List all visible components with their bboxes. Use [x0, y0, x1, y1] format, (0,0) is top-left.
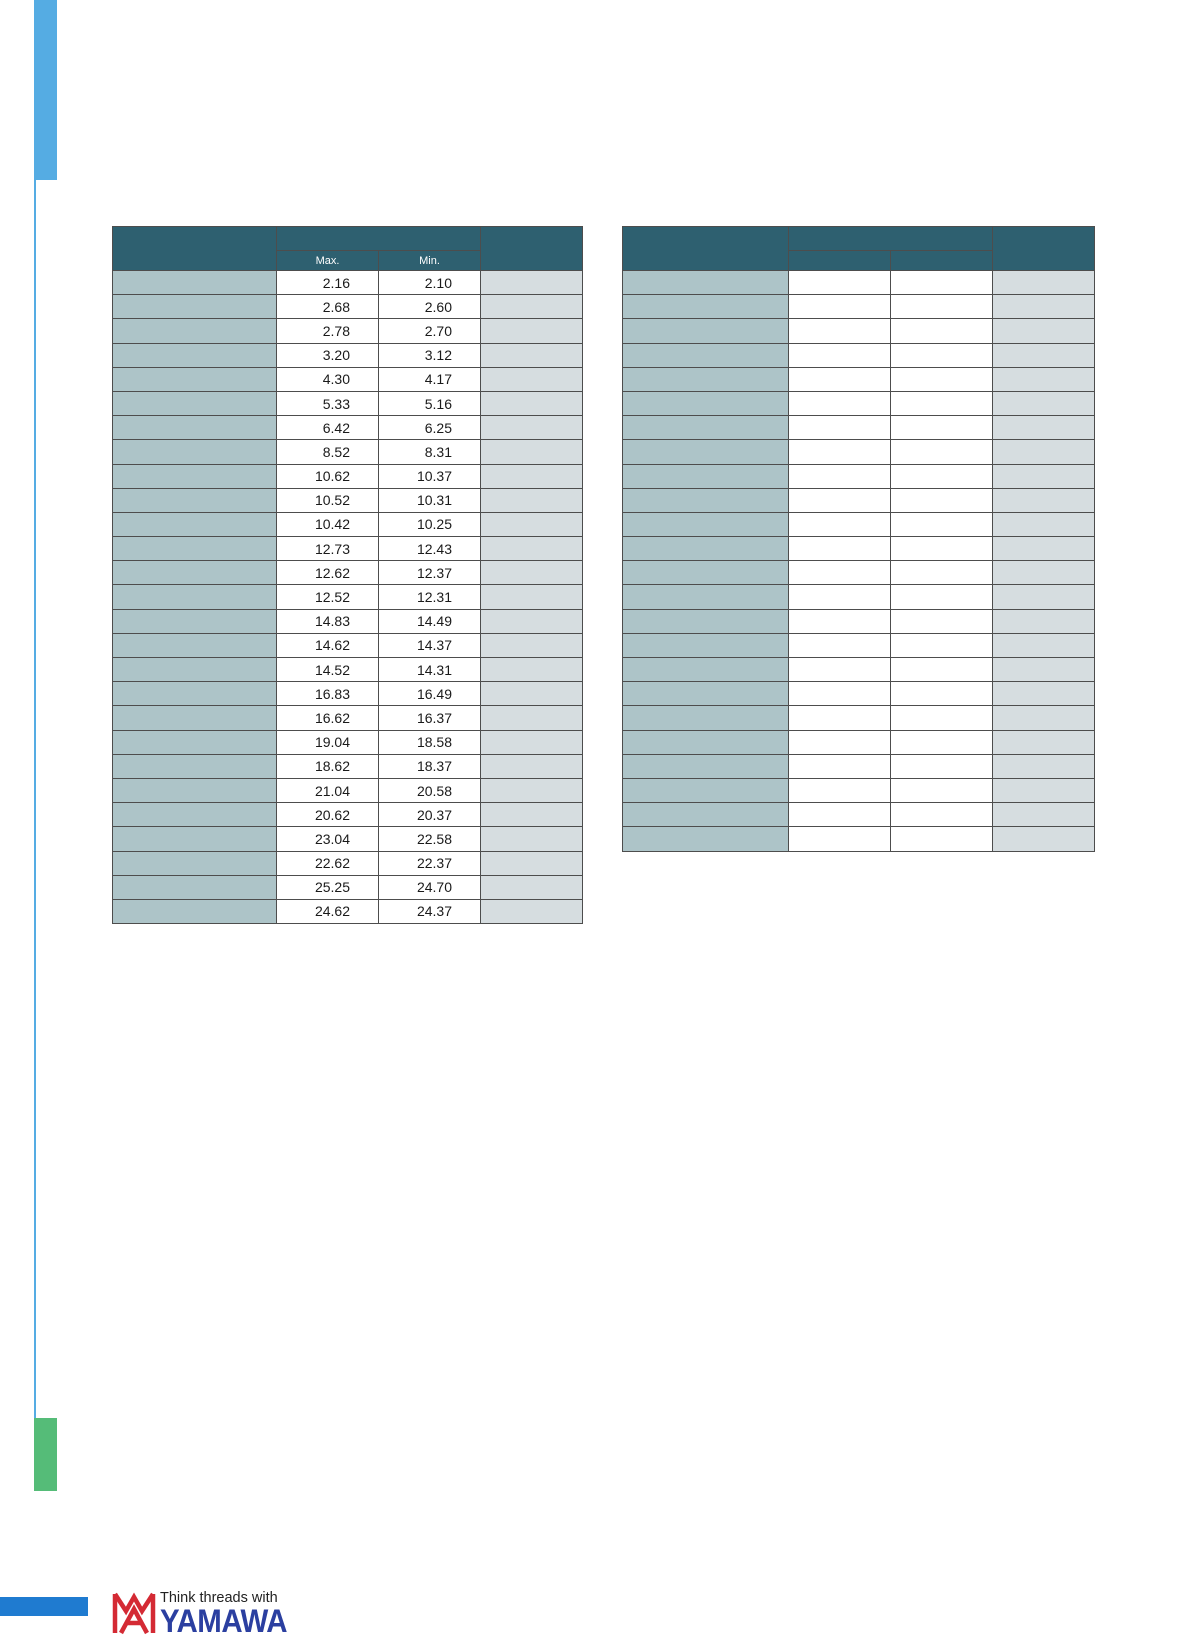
row-label-cell: [623, 440, 789, 464]
min-value-cell: 10.25: [379, 512, 481, 536]
table-row: [113, 440, 583, 464]
row-extra-cell: [481, 778, 583, 802]
row-extra-cell: [481, 343, 583, 367]
max-value-cell: 14.52: [277, 658, 379, 682]
row-extra-cell: [993, 561, 1095, 585]
left-subheader-min: Min.: [379, 251, 481, 271]
row-label-cell: [623, 658, 789, 682]
yamawa-mark-icon: [112, 1591, 156, 1635]
table-row: [623, 271, 1095, 295]
value-cell: [789, 730, 891, 754]
row-label-cell: [623, 416, 789, 440]
value-cell: [789, 367, 891, 391]
table-row: [113, 851, 583, 875]
value-cell: [891, 319, 993, 343]
row-extra-cell: [993, 391, 1095, 415]
value-cell: [891, 609, 993, 633]
table-row: [623, 803, 1095, 827]
row-label-cell: [113, 367, 277, 391]
value-cell: [789, 706, 891, 730]
table-row: [113, 343, 583, 367]
row-label-cell: [623, 464, 789, 488]
table-row: [113, 754, 583, 778]
row-extra-cell: [481, 851, 583, 875]
row-label-cell: [623, 271, 789, 295]
value-cell: [891, 391, 993, 415]
row-extra-cell: [481, 754, 583, 778]
table-row: [113, 295, 583, 319]
row-extra-cell: [993, 488, 1095, 512]
row-extra-cell: [481, 633, 583, 657]
table-row: [623, 488, 1095, 512]
row-extra-cell: [481, 827, 583, 851]
max-value-cell: 8.52: [277, 440, 379, 464]
row-label-cell: [623, 561, 789, 585]
min-value-cell: 16.49: [379, 682, 481, 706]
row-label-cell: [113, 512, 277, 536]
value-cell: [891, 827, 993, 851]
left-subheader-max: Max.: [277, 251, 379, 271]
value-cell: [891, 343, 993, 367]
table-row: [113, 391, 583, 415]
row-extra-cell: [481, 440, 583, 464]
table-row: [623, 754, 1095, 778]
side-line: [34, 180, 36, 1420]
table-row: [113, 633, 583, 657]
min-value-cell: 12.43: [379, 537, 481, 561]
max-value-cell: 18.62: [277, 754, 379, 778]
row-extra-cell: [993, 633, 1095, 657]
row-label-cell: [623, 319, 789, 343]
table-row: [113, 778, 583, 802]
min-value-cell: 12.31: [379, 585, 481, 609]
value-cell: [891, 561, 993, 585]
min-value-cell: 24.37: [379, 899, 481, 923]
row-extra-cell: [993, 440, 1095, 464]
value-cell: [789, 682, 891, 706]
value-cell: [789, 319, 891, 343]
table-row: [623, 343, 1095, 367]
row-label-cell: [623, 754, 789, 778]
left-table-body: [113, 271, 583, 924]
row-label-cell: [623, 609, 789, 633]
value-cell: [891, 367, 993, 391]
row-label-cell: [113, 633, 277, 657]
table-row: [623, 512, 1095, 536]
min-value-cell: 22.37: [379, 851, 481, 875]
table-row: [113, 827, 583, 851]
yamawa-logo: [110, 1590, 320, 1637]
right-header-col1: [623, 227, 789, 271]
value-cell: [891, 633, 993, 657]
row-extra-cell: [481, 609, 583, 633]
table-row: [113, 706, 583, 730]
value-cell: [789, 295, 891, 319]
value-cell: [891, 512, 993, 536]
row-extra-cell: [993, 778, 1095, 802]
table-row: [623, 367, 1095, 391]
logo-tagline: Think threads with: [160, 1590, 278, 1606]
row-label-cell: [113, 730, 277, 754]
row-extra-cell: [481, 899, 583, 923]
right-subheader-2: [891, 251, 993, 271]
row-label-cell: [113, 464, 277, 488]
table-row: [623, 561, 1095, 585]
table-row: [623, 319, 1095, 343]
value-cell: [891, 295, 993, 319]
value-cell: [789, 827, 891, 851]
table-row: [623, 706, 1095, 730]
left-header-col4: [481, 227, 583, 271]
table-row: [623, 827, 1095, 851]
max-value-cell: 16.83: [277, 682, 379, 706]
row-extra-cell: [481, 295, 583, 319]
min-value-cell: 14.31: [379, 658, 481, 682]
row-label-cell: [113, 682, 277, 706]
right-header-col4: [993, 227, 1095, 271]
table-row: [113, 803, 583, 827]
row-label-cell: [113, 295, 277, 319]
table-row: [623, 682, 1095, 706]
max-value-cell: 2.78: [277, 319, 379, 343]
table-row: [113, 416, 583, 440]
table-row: [113, 658, 583, 682]
table-row: [113, 488, 583, 512]
value-cell: [891, 730, 993, 754]
row-extra-cell: [481, 537, 583, 561]
left-spec-table: [112, 226, 583, 924]
table-row: [623, 778, 1095, 802]
row-label-cell: [113, 319, 277, 343]
value-cell: [789, 488, 891, 512]
row-label-cell: [623, 343, 789, 367]
value-cell: [789, 633, 891, 657]
row-label-cell: [113, 561, 277, 585]
value-cell: [789, 391, 891, 415]
row-label-cell: [623, 633, 789, 657]
max-value-cell: 6.42: [277, 416, 379, 440]
table-row: [113, 875, 583, 899]
row-extra-cell: [481, 658, 583, 682]
value-cell: [891, 706, 993, 730]
table-row: [623, 416, 1095, 440]
row-extra-cell: [993, 682, 1095, 706]
max-value-cell: 19.04: [277, 730, 379, 754]
max-value-cell: 21.04: [277, 778, 379, 802]
value-cell: [891, 803, 993, 827]
table-row: [623, 609, 1095, 633]
row-label-cell: [623, 367, 789, 391]
min-value-cell: 18.37: [379, 754, 481, 778]
logo-wordmark: YAMAWA: [160, 1603, 288, 1637]
row-label-cell: [113, 416, 277, 440]
min-value-cell: 20.58: [379, 778, 481, 802]
min-value-cell: 10.31: [379, 488, 481, 512]
right-header-group: [789, 227, 993, 251]
min-value-cell: 2.60: [379, 295, 481, 319]
value-cell: [789, 658, 891, 682]
row-extra-cell: [481, 512, 583, 536]
table-row: [623, 585, 1095, 609]
min-value-cell: 6.25: [379, 416, 481, 440]
value-cell: [891, 682, 993, 706]
max-value-cell: 12.52: [277, 585, 379, 609]
table-row: [113, 585, 583, 609]
value-cell: [891, 585, 993, 609]
row-extra-cell: [481, 706, 583, 730]
value-cell: [789, 803, 891, 827]
table-row: [113, 271, 583, 295]
row-label-cell: [113, 803, 277, 827]
row-label-cell: [623, 730, 789, 754]
table-row: [113, 464, 583, 488]
value-cell: [789, 512, 891, 536]
value-cell: [789, 416, 891, 440]
value-cell: [891, 464, 993, 488]
row-label-cell: [623, 537, 789, 561]
table-row: [113, 319, 583, 343]
row-extra-cell: [993, 295, 1095, 319]
row-extra-cell: [481, 367, 583, 391]
row-label-cell: [623, 778, 789, 802]
min-value-cell: 14.49: [379, 609, 481, 633]
row-extra-cell: [993, 827, 1095, 851]
value-cell: [789, 271, 891, 295]
value-cell: [891, 271, 993, 295]
row-extra-cell: [481, 803, 583, 827]
max-value-cell: 23.04: [277, 827, 379, 851]
row-label-cell: [113, 271, 277, 295]
row-extra-cell: [993, 367, 1095, 391]
max-value-cell: 24.62: [277, 899, 379, 923]
min-value-cell: 12.37: [379, 561, 481, 585]
max-value-cell: 20.62: [277, 803, 379, 827]
row-label-cell: [623, 488, 789, 512]
min-value-cell: 3.12: [379, 343, 481, 367]
max-value-cell: 10.42: [277, 512, 379, 536]
value-cell: [789, 537, 891, 561]
row-extra-cell: [481, 585, 583, 609]
row-extra-cell: [481, 391, 583, 415]
max-value-cell: 16.62: [277, 706, 379, 730]
value-cell: [891, 488, 993, 512]
min-value-cell: 2.10: [379, 271, 481, 295]
row-extra-cell: [481, 416, 583, 440]
row-label-cell: [623, 585, 789, 609]
value-cell: [891, 778, 993, 802]
value-cell: [789, 440, 891, 464]
table-row: [623, 658, 1095, 682]
right-spec-table: [622, 226, 1095, 852]
row-label-cell: [623, 706, 789, 730]
max-value-cell: 22.62: [277, 851, 379, 875]
row-label-cell: [623, 682, 789, 706]
row-label-cell: [113, 899, 277, 923]
table-row: [623, 730, 1095, 754]
row-label-cell: [113, 706, 277, 730]
value-cell: [789, 609, 891, 633]
row-label-cell: [623, 391, 789, 415]
max-value-cell: 2.16: [277, 271, 379, 295]
table-row: [623, 391, 1095, 415]
max-value-cell: 2.68: [277, 295, 379, 319]
row-extra-cell: [993, 585, 1095, 609]
min-value-cell: 8.31: [379, 440, 481, 464]
row-extra-cell: [993, 464, 1095, 488]
row-extra-cell: [993, 754, 1095, 778]
row-label-cell: [113, 658, 277, 682]
max-value-cell: 4.30: [277, 367, 379, 391]
value-cell: [789, 585, 891, 609]
value-cell: [789, 561, 891, 585]
min-value-cell: 16.37: [379, 706, 481, 730]
min-value-cell: 4.17: [379, 367, 481, 391]
row-extra-cell: [481, 464, 583, 488]
table-row: [113, 561, 583, 585]
row-extra-cell: [481, 561, 583, 585]
min-value-cell: 18.58: [379, 730, 481, 754]
row-extra-cell: [993, 537, 1095, 561]
row-extra-cell: [993, 658, 1095, 682]
value-cell: [891, 440, 993, 464]
row-extra-cell: [993, 512, 1095, 536]
table-row: [623, 633, 1095, 657]
min-value-cell: 10.37: [379, 464, 481, 488]
value-cell: [891, 416, 993, 440]
min-value-cell: 24.70: [379, 875, 481, 899]
row-extra-cell: [481, 682, 583, 706]
row-label-cell: [113, 391, 277, 415]
max-value-cell: 25.25: [277, 875, 379, 899]
table-row: [113, 899, 583, 923]
row-label-cell: [623, 295, 789, 319]
table-row: [623, 464, 1095, 488]
side-green-tab: [34, 1418, 57, 1491]
max-value-cell: 12.62: [277, 561, 379, 585]
left-header-group: [277, 227, 481, 251]
row-label-cell: [113, 488, 277, 512]
row-label-cell: [113, 609, 277, 633]
max-value-cell: 14.83: [277, 609, 379, 633]
row-label-cell: [113, 537, 277, 561]
value-cell: [891, 537, 993, 561]
min-value-cell: 22.58: [379, 827, 481, 851]
row-label-cell: [113, 754, 277, 778]
row-extra-cell: [481, 730, 583, 754]
value-cell: [891, 754, 993, 778]
table-row: [623, 537, 1095, 561]
min-value-cell: 20.37: [379, 803, 481, 827]
table-row: [113, 512, 583, 536]
table-row: [113, 367, 583, 391]
row-extra-cell: [481, 488, 583, 512]
right-table-body: [623, 271, 1095, 852]
row-extra-cell: [993, 706, 1095, 730]
row-extra-cell: [993, 271, 1095, 295]
row-extra-cell: [993, 416, 1095, 440]
value-cell: [789, 754, 891, 778]
max-value-cell: 5.33: [277, 391, 379, 415]
row-label-cell: [623, 803, 789, 827]
max-value-cell: 12.73: [277, 537, 379, 561]
row-label-cell: [113, 440, 277, 464]
side-blue-tab: [34, 0, 57, 180]
row-extra-cell: [993, 319, 1095, 343]
value-cell: [891, 658, 993, 682]
row-label-cell: [113, 875, 277, 899]
row-extra-cell: [993, 609, 1095, 633]
table-row: [113, 537, 583, 561]
row-extra-cell: [993, 803, 1095, 827]
row-extra-cell: [993, 730, 1095, 754]
right-subheader-1: [789, 251, 891, 271]
value-cell: [789, 343, 891, 367]
row-label-cell: [113, 585, 277, 609]
row-extra-cell: [993, 343, 1095, 367]
max-value-cell: 10.52: [277, 488, 379, 512]
max-value-cell: 3.20: [277, 343, 379, 367]
row-label-cell: [623, 827, 789, 851]
min-value-cell: 2.70: [379, 319, 481, 343]
table-row: [113, 730, 583, 754]
row-extra-cell: [481, 271, 583, 295]
table-row: [113, 682, 583, 706]
table-row: [623, 440, 1095, 464]
value-cell: [789, 464, 891, 488]
left-header-col1: [113, 227, 277, 271]
row-label-cell: [113, 778, 277, 802]
row-extra-cell: [481, 319, 583, 343]
bottom-blue-bar: [0, 1597, 88, 1616]
row-label-cell: [113, 827, 277, 851]
row-label-cell: [623, 512, 789, 536]
min-value-cell: 14.37: [379, 633, 481, 657]
min-value-cell: 5.16: [379, 391, 481, 415]
value-cell: [789, 778, 891, 802]
max-value-cell: 10.62: [277, 464, 379, 488]
row-label-cell: [113, 343, 277, 367]
table-row: [623, 295, 1095, 319]
max-value-cell: 14.62: [277, 633, 379, 657]
row-extra-cell: [481, 875, 583, 899]
row-label-cell: [113, 851, 277, 875]
table-row: [113, 609, 583, 633]
